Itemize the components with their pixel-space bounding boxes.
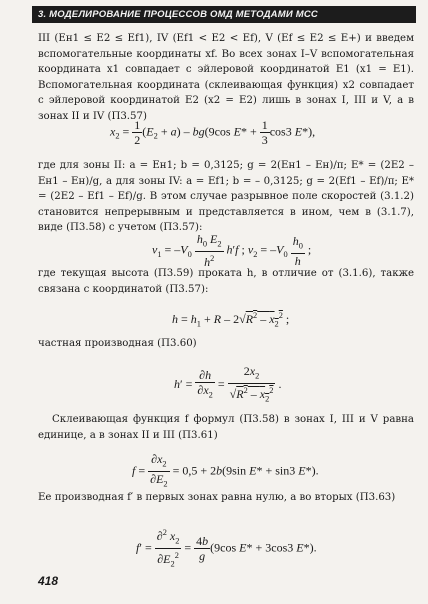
equation-f-prime: f′ = $\frac{\partial^2 x_2}{\partial E_2^2}$ = $\frac{4b}{g}$ (9cos E* + 3cos3 E*). (136, 528, 317, 569)
chapter-title: 3. МОДЕЛИРОВАНИЕ ПРОЦЕССОВ ОМД МЕТОДАМИ МСС (38, 9, 318, 20)
chapter-header (32, 6, 416, 23)
paragraph-5: Склеивающая функция f формул (П3.58) в зонах I, III и V равна единице, а в зонах II и III (П3.61) (38, 414, 414, 441)
page-number: 418 (38, 574, 59, 588)
paragraph-4: частная производная (П3.60) (38, 338, 197, 349)
paragraph-3: где текущая высота (П3.59) проката h, в отличие от (3.1.6), также связана с координатой (П3.57): (38, 268, 414, 295)
equation-x2: $x_2$ = $\frac{1}{2}$ $(E_2 + a) - bg(9\cos$ E* + $\frac{1}{3}$ cos3 E*), (110, 118, 316, 147)
equation-velocities: $v_1 = -V_0$ $\frac{h_0 E_2}{h^2}$ h′f ; $v_2 = -V_0$ $\frac{h_0}{h}$ ; (152, 232, 312, 270)
equation-h-prime: h′ = $\frac{\partial h}{\partial x_2}$ = $\frac{2x_2}{√R^2 - x_2^2}$ . (174, 364, 282, 404)
paragraph-1: III (Eн1 ≤ E2 ≤ Ef1), IV (Ef1 < E2 < Ef), V (Ef ≤ E2 ≤ E+) и введем вспомогательные координаты xf. Во всех зонах I–V вспомогательная координата x1 совпадает с эйлеровой координатой E1 (x1 = E1). Вспомогательная координата (склеивающая функция) x2 совпадает с эйлеровой координатой E2 (x2 = E2) лишь в зонах I, III и V, а в зонах II и IV (П3.57) (38, 33, 414, 122)
equation-height: $h = h_1 + R - 2√R^2 - x_2^2$ ; (172, 311, 290, 329)
paragraph-2: где для зоны II: a = Eн1; b = 0,3125; g = 2(Eн1 – Eн)/π; E* = (2E2 – Eн1 – Eн)/g, а для зоны IV: a = Ef1; b = – 0,3125; g = 2(Ef1 – Ef)/π; E* = (2E2 – Ef1 – Ef)/g. В этом случае разрывное поле скоростей (3.1.2) становится непрерывным и представляется в ином, чем в (3.1.7), виде (П3.58) с учетом (П3.57): (38, 160, 414, 234)
equation-f: f = $\frac{\partial x_2}{\partial E_2}$ = 0,5 + 2b(9sin E* + sin3 E*). (132, 452, 319, 489)
paragraph-6: Ее производная f′ в первых зонах равна нулю, а во вторых (П3.63) (38, 492, 396, 503)
